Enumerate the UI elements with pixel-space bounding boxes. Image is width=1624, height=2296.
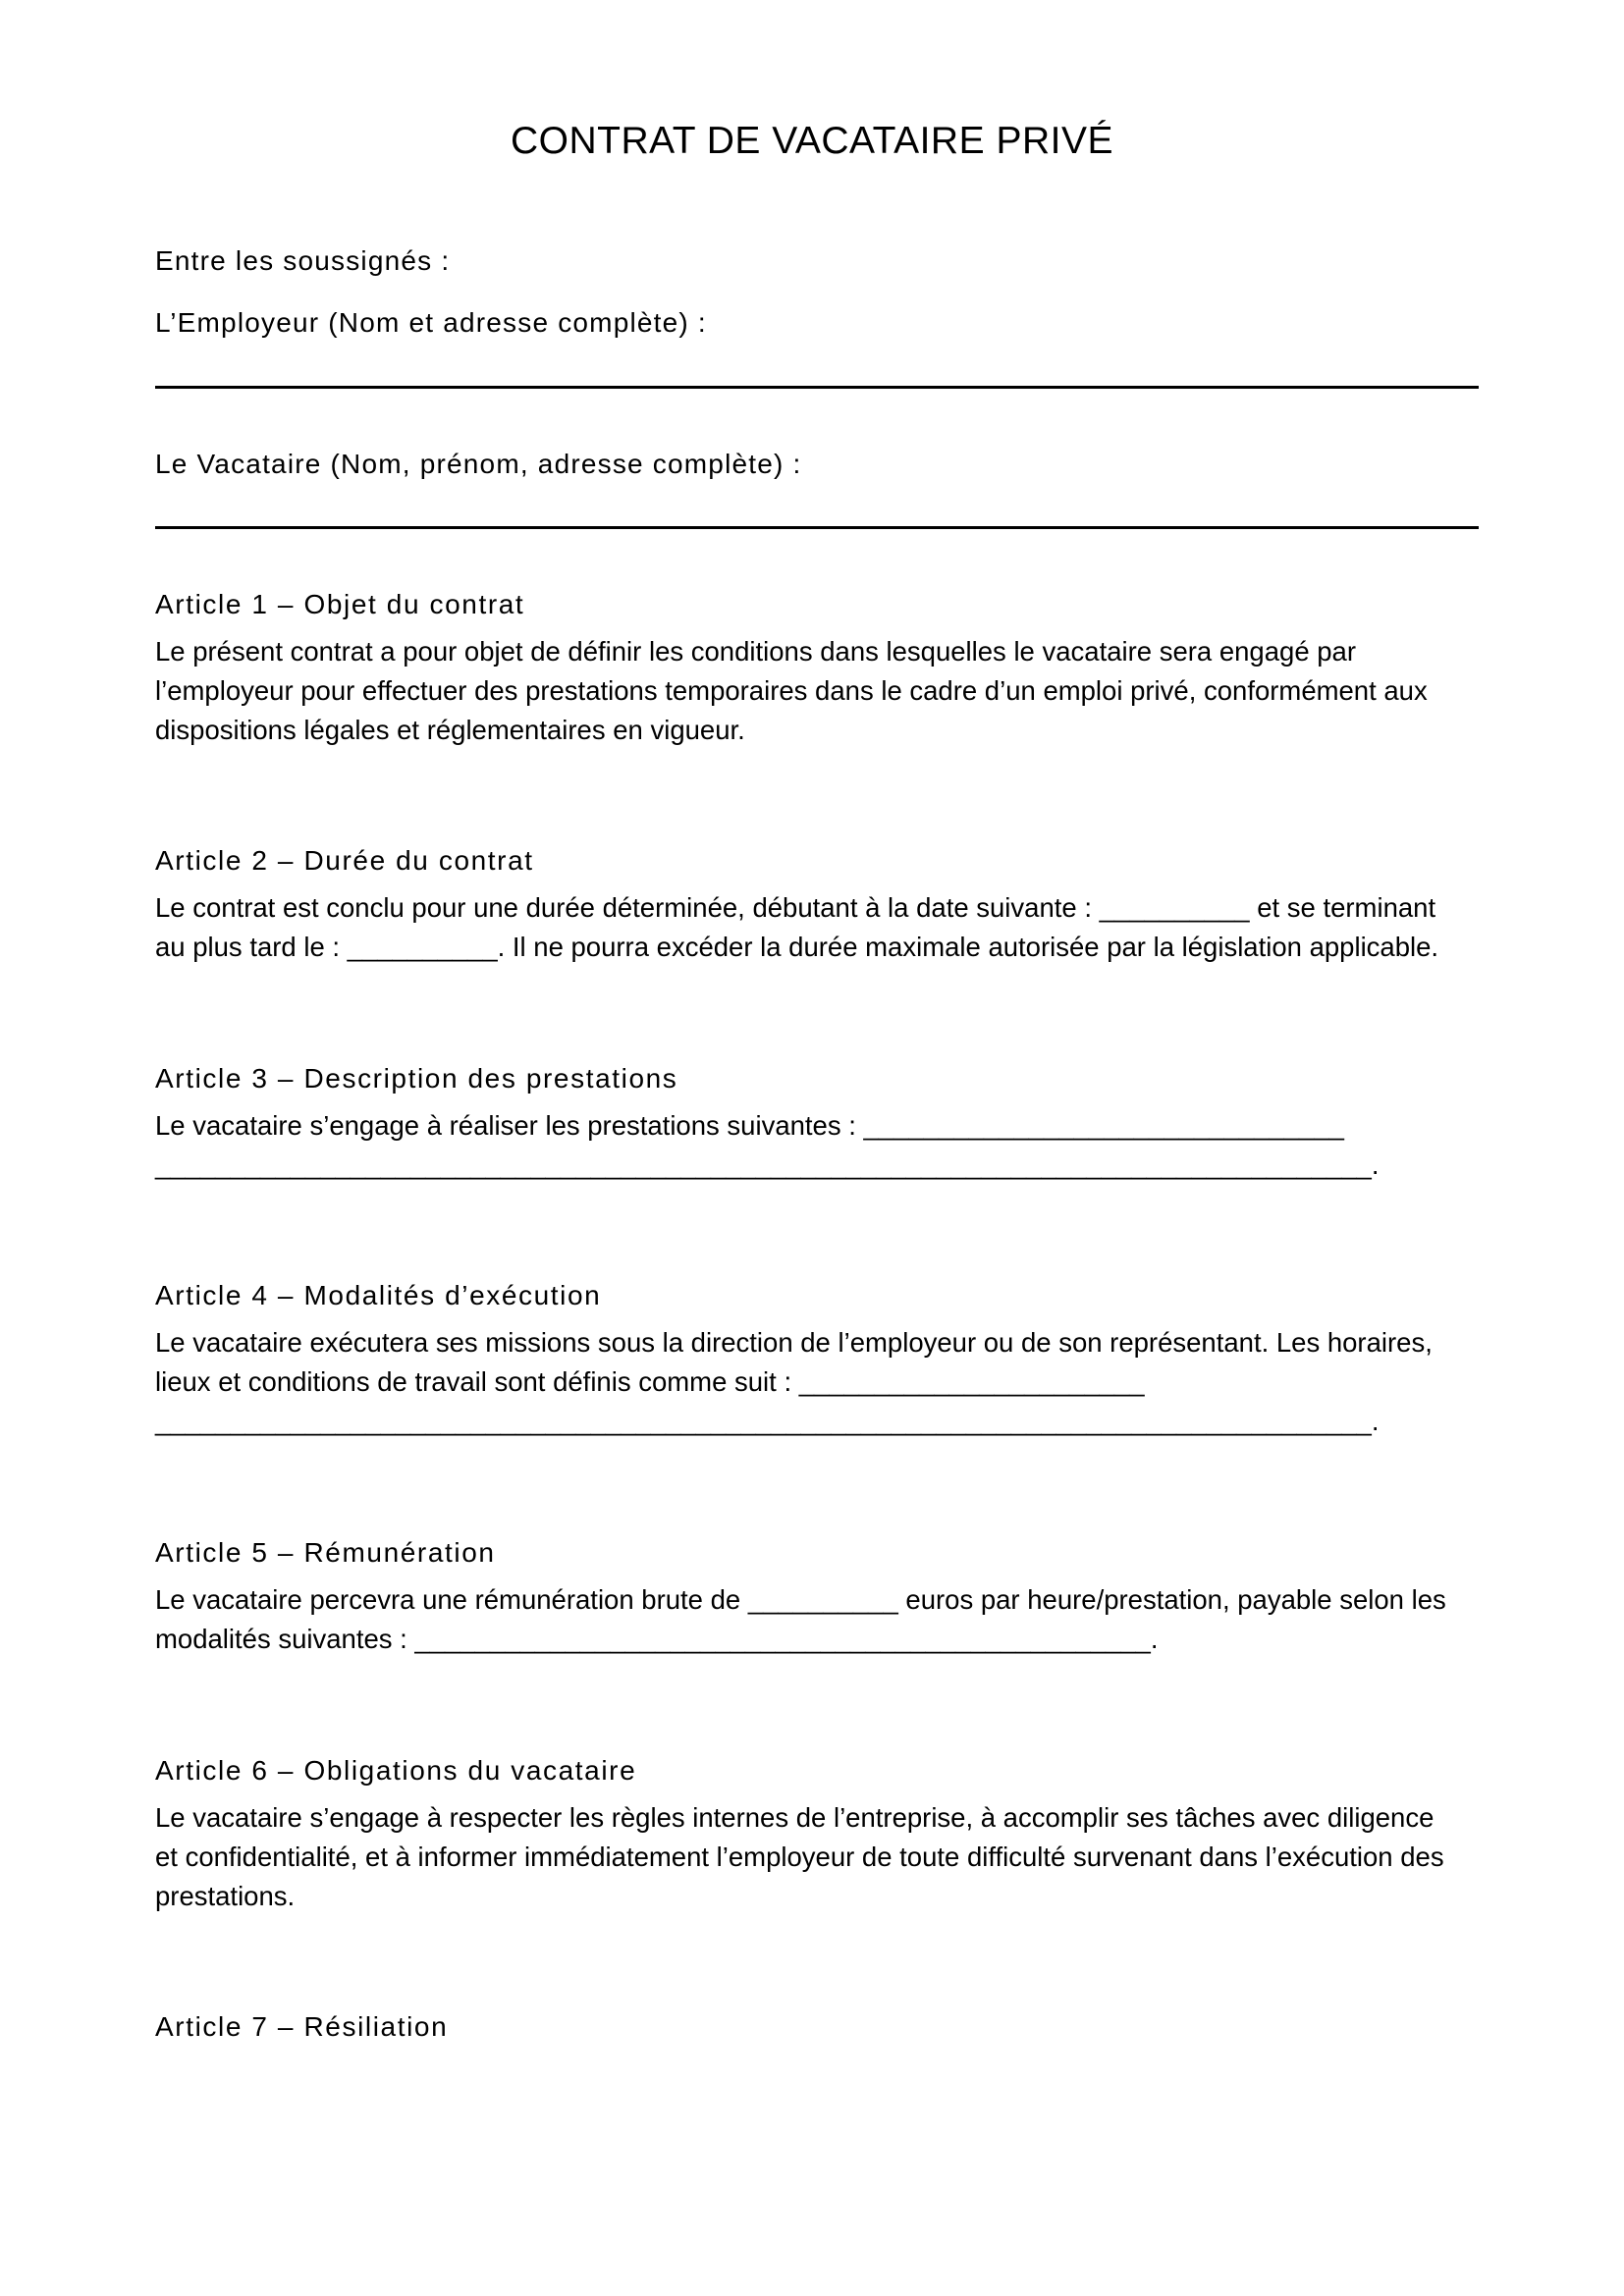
article-4-body: Le vacataire exécutera ses missions sous la direction de l’employeur ou de son représentant. Les horaires, lieux et conditions de travail sont définis comme suit : _______________________ _________________________________________________________________________________. (155, 1327, 1433, 1436)
article-1-body: Le présent contrat a pour objet de définir les conditions dans lesquelles le vacataire sera engagé par l’employeur pour effectuer des prestations temporaires dans le cadre d’un emploi privé, conformément aux dispositions légales et réglementaires en vigueur. (155, 636, 1428, 745)
employer-signature-line (155, 386, 1479, 389)
contractor-signature-line (155, 526, 1479, 529)
article-1-heading: Article 1 – Objet du contrat (155, 589, 525, 619)
article-6-heading: Article 6 – Obligations du vacataire (155, 1755, 637, 1786)
document-title: CONTRAT DE VACATAIRE PRIVÉ (511, 120, 1113, 162)
article-2-body: Le contrat est conclu pour une durée déterminée, débutant à la date suivante : __________ et se terminant au plus tard le : __________. Il ne pourra excéder la durée maximale autorisée par la législation applicable. (155, 892, 1439, 962)
article-5-body: Le vacataire percevra une rémunération brute de __________ euros par heure/prestation, payable selon les modalités suivantes : _________________________________________________. (155, 1584, 1446, 1654)
article-3-heading: Article 3 – Description des prestations (155, 1063, 678, 1094)
employer-label: L’Employeur (Nom et adresse complète) : (155, 307, 707, 338)
article-5-heading: Article 5 – Rémunération (155, 1537, 496, 1568)
intro-text: Entre les soussignés : (155, 245, 451, 276)
contractor-label: Le Vacataire (Nom, prénom, adresse complète) : (155, 449, 802, 479)
article-4-heading: Article 4 – Modalités d’exécution (155, 1280, 602, 1310)
article-2-heading: Article 2 – Durée du contrat (155, 845, 534, 876)
article-6-body: Le vacataire s’engage à respecter les règles internes de l’entreprise, à accomplir ses tâches avec diligence et confidentialité, et à informer immédiatement l’employeur de toute difficulté survenant dans l’exécution des prestations. (155, 1802, 1444, 1911)
article-7-heading: Article 7 – Résiliation (155, 2011, 449, 2042)
article-3-body: Le vacataire s’engage à réaliser les prestations suivantes : ________________________________ _________________________________________________________________________________. (155, 1110, 1380, 1180)
